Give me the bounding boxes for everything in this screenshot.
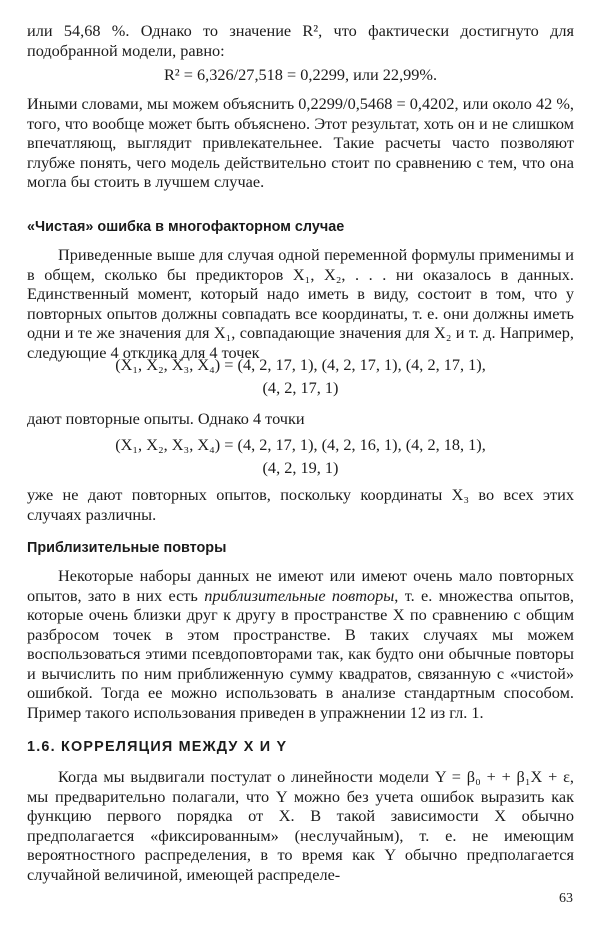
equation-repeat-line-1: (X₁, X₂, X₃, X₄) = (4, 2, 17, 1), (4, 2, 17, 1), (4, 2, 17, 1), xyxy=(115,355,486,374)
heading-pure-error: «Чистая» ошибка в многофакторном случае xyxy=(27,219,345,235)
equation-no-repeat-line-2: (4, 2, 19, 1) xyxy=(262,458,339,477)
equation-no-repeat-line-1: (X₁, X₂, X₃, X₄) = (4, 2, 17, 1), (4, 2, 16, 1), (4, 2, 18, 1), xyxy=(115,435,486,454)
approx-text-start: Некоторые наборы данных не имеют или имеют очень мало повторных опытов, зато в них есть xyxy=(27,566,574,605)
paragraph-correlation: Когда мы выдвигали постулат о линейности модели Y = β₀ + + β₁X + ε, мы предварительно полагали, что Y можно без учета ошибок выразить как функцию первого порядка от X. В такой зависимости X обычно предполагается «фиксированным» (неслучайным), т. е. не имеющим вероятностного распределения, в то время как Y обычно предполагается случайной величиной, имеющей распределе- xyxy=(27,767,574,884)
paragraph-explanation: Иными словами, мы можем объяснить 0,2299/0,5468 = 0,4202, или около 42 %, того, что вообще может быть объяснено. Этот результат, хоть он и не слишком впечатляющ, выглядит привлекательнее. Такие расчеты часто позволяют глубже понять, чего модель действительно стоит по сравнению с тем, что она могла бы стоить в лучшем случае. xyxy=(27,94,574,191)
approx-emphasis: приблизительные повторы xyxy=(204,585,395,605)
equation-r-squared: R² = 6,326/27,518 = 0,2299, или 22,99%. xyxy=(163,65,438,84)
paragraph-intro: или 54,68 %. Однако то значение R², что фактически достигнуто для подобранной модели, равно: xyxy=(27,21,574,60)
paragraph-no-repeats: уже не дают повторных опытов, поскольку координаты X₃ во всех этих случаях различны. xyxy=(27,485,574,524)
paragraph-give-repeats: дают повторные опыты. Однако 4 точки xyxy=(27,409,305,428)
page-number: 63 xyxy=(559,891,573,906)
paragraph-approximate-repeats xyxy=(27,566,574,722)
approx-text-end: , т. е. множества опытов, которые очень близки друг к другу в пространстве X по сравнению с общим разбросом точек в этом пространстве. В таких случаях мы можем воспользоваться этими псевдоповторами так, как будто они обычные повторы и вычислить по ним приближенную сумму квадратов, связанную с «чистой» ошибкой. Тогда ее можно использовать в анализе стандартным способом. Пример такого использования приведен в упражнении 12 из гл. 1. xyxy=(27,585,574,722)
section-heading-correlation: 1.6. КОРРЕЛЯЦИЯ МЕЖДУ X И Y xyxy=(27,739,288,755)
equation-repeat-line-2: (4, 2, 17, 1) xyxy=(262,378,339,397)
paragraph-pure-error: Приведенные выше для случая одной переменной формулы применимы и в общем, сколько бы предикторов X₁, X₂, . . . ни оказалось в данных. Единственный момент, который надо иметь в виду, состоит в том, что у повторных опытов должны совпадать все координаты, т. е. они должны иметь одни и те же значения для X₁, совпадающие значения для X₂ и т. д. Например, следующие 4 отклика для 4 точек xyxy=(27,245,574,362)
heading-approximate-repeats: Приблизительные повторы xyxy=(27,540,227,556)
